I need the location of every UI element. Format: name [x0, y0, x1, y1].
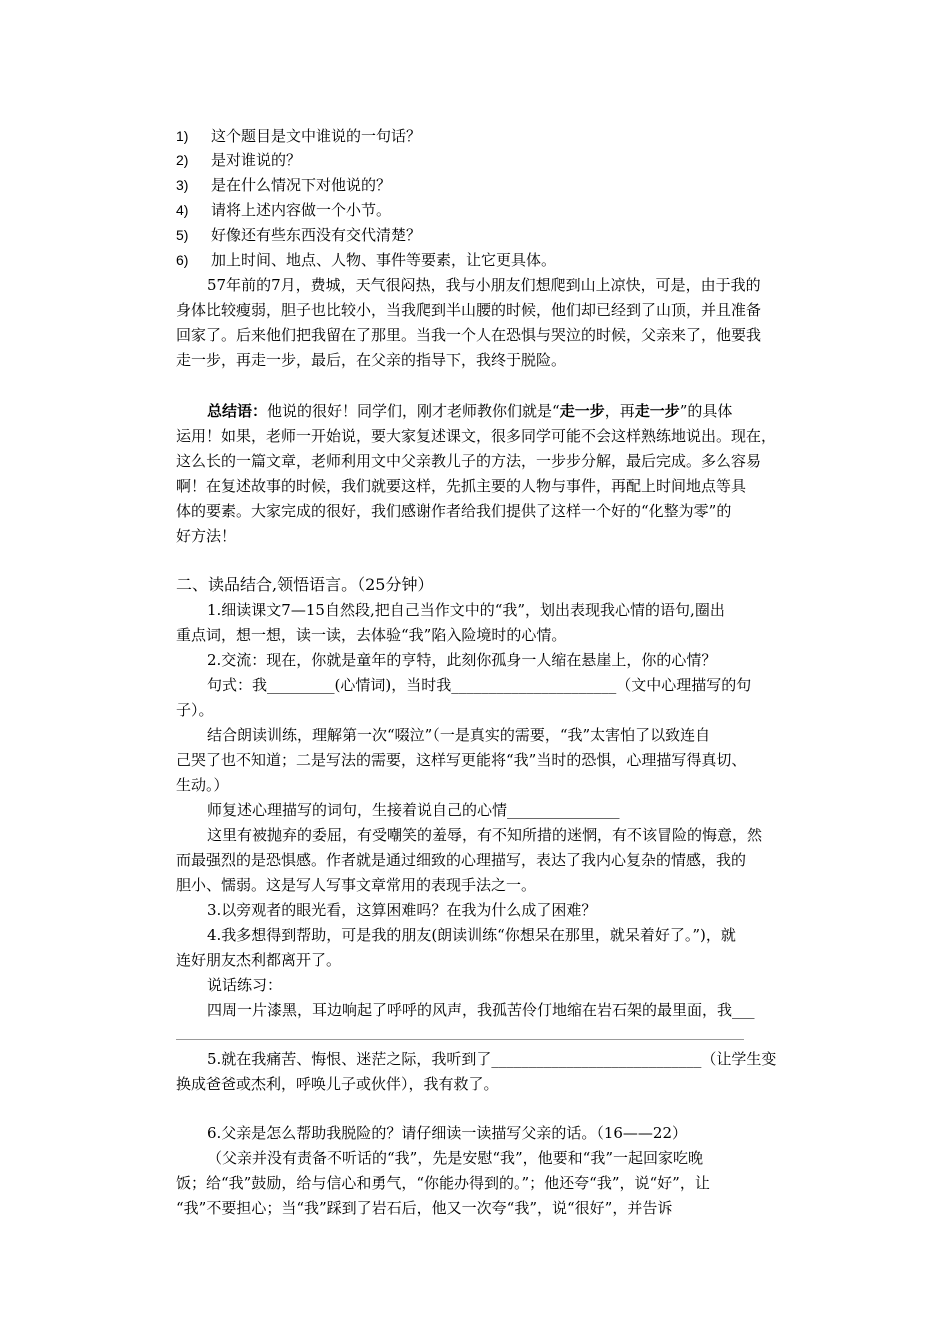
step-number: 1) [176, 128, 189, 144]
paragraph-line: 1.细读课文7—15自然段,把自己当作文中的“我”，划出表现我心情的语句,圈出 [207, 601, 725, 619]
paragraph-line: 这里有被抛弃的委屈，有受嘲笑的羞辱，有不知所措的迷惘，有不该冒险的悔意，然 [207, 826, 763, 844]
paragraph-line: 5.就在我痛苦、悔恨、迷茫之际，我听到了____________________________（让学生变 [207, 1050, 777, 1068]
summary-line: 体的要素。大家完成的很好，我们感谢作者给我们提供了这样一个好的“化整为零”的 [176, 502, 732, 520]
paragraph-line: 生动。） [176, 776, 229, 794]
paragraph-line: 而最强烈的是恐惧感。作者就是通过细致的心理描写，表达了我内心复杂的情感，我的 [176, 851, 747, 869]
step-number: 4) [176, 202, 189, 218]
step-text: 好像还有些东西没有交代清楚？ [211, 226, 422, 244]
summary-line: 啊！在复述故事的时候，我们就要这样，先抓主要的人物与事件，再配上时间地点等具 [176, 477, 747, 495]
paragraph-line: 师复述心理描写的词句，生接着说自己的心情_______________ [207, 801, 620, 819]
section-heading: 二、读品结合,领悟语言。（25分钟） [176, 575, 434, 594]
paragraph-line: 换成爸爸或杰利，呼唤儿子或伙伴），我有救了。 [176, 1075, 499, 1093]
step-number: 3) [176, 177, 189, 193]
step-number: 5) [176, 227, 189, 243]
paragraph-line: 重点词，想一想，读一读，去体验“我”陷入险境时的心情。 [176, 626, 567, 644]
story-line: 身体比较瘦弱，胆子也比较小，当我爬到半山腰的时候，他们却已经到了山顶，并且准备 [176, 301, 762, 319]
paragraph-line: 说话练习： [207, 976, 283, 994]
step-text: 请将上述内容做一个小节。 [211, 201, 392, 219]
step-number: 2) [176, 152, 189, 168]
paragraph-line: 饭；给“我”鼓励，给与信心和勇气，“你能办得到的。”；他还夸“我”，说“好”，让 [176, 1174, 710, 1192]
paragraph-line: 2.交流：现在，你就是童年的亨特，此刻你孤身一人缩在悬崖上，你的心情？ [207, 651, 717, 669]
summary-label: 总结语： [207, 402, 268, 420]
story-line: 回家了。后来他们把我留在了那里。当我一个人在恐惧与哭泣的时候，父亲来了，他要我 [176, 326, 762, 344]
step-text: 是对谁说的？ [211, 151, 302, 169]
step-item [176, 198, 391, 222]
step-item [176, 173, 391, 197]
paragraph-line: 句式：我_________(心情词)，当时我______________________（文中心理描写的句 [207, 676, 752, 694]
summary-line: 好方法！ [176, 527, 237, 545]
summary-intro: 他说的很好！同学们，刚才老师教你们就是“ [267, 402, 560, 420]
summary-line: 运用！如果，老师一开始说，要大家复述课文，很多同学可能不会这样熟练地说出。现在， [176, 427, 777, 445]
step-item [176, 148, 301, 172]
paragraph-line: “我”不要担心；当“我”踩到了岩石后，他又一次夸“我”，说“很好”，并告诉 [176, 1199, 673, 1217]
summary-line: 这么长的一篇文章，老师利用文中父亲教儿子的方法，一步步分解，最后完成。多么容易 [176, 452, 762, 470]
fill-in-blank-line [176, 1039, 744, 1040]
paragraph-line: 子）。 [176, 701, 214, 719]
step-text: 加上时间、地点、人物、事件等要素，让它更具体。 [211, 251, 557, 269]
step-text: 这个题目是文中谁说的一句话？ [211, 127, 422, 145]
step-text: 是在什么情况下对他说的？ [211, 176, 392, 194]
paragraph-line: 3.以旁观者的眼光看，这算困难吗？在我为什么成了困难？ [207, 901, 597, 919]
story-line: 走一步，再走一步，最后，在父亲的指导下，我终于脱险。 [176, 351, 567, 369]
paragraph-line: 己哭了也不知道；二是写法的需要，这样写更能将“我”当时的恐惧，心理描写得真切、 [176, 751, 747, 769]
paragraph-line: 四周一片漆黑，耳边响起了呼呼的风声，我孤苦伶仃地缩在岩石架的最里面，我___ [207, 1001, 755, 1019]
summary-mid: ，再 [604, 402, 635, 420]
summary-end: ”的具体 [679, 402, 733, 420]
paragraph-line: （父亲并没有责备不听话的“我”，先是安慰“我”，他要和“我”一起回家吃晚 [207, 1149, 704, 1167]
step-item [176, 124, 421, 148]
step-number: 6) [176, 252, 189, 268]
summary-bold: 走一步 [634, 402, 680, 420]
story-line: 57年前的7月，费城，天气很闷热，我与小朋友们想爬到山上凉快，可是，由于我的 [207, 276, 761, 294]
paragraph-line: 胆小、懦弱。这是写人写事文章常用的表现手法之一。 [176, 876, 537, 894]
step-item [176, 248, 556, 272]
summary-bold: 走一步 [559, 402, 605, 420]
paragraph-line: 结合朗读训练，理解第一次“啜泣”（一是真实的需要，“我”太害怕了以致连自 [207, 726, 711, 744]
step-item [176, 223, 421, 247]
paragraph-line: 连好朋友杰利都离开了。 [176, 951, 342, 969]
paragraph-line: 4.我多想得到帮助，可是我的朋友(朗读训练“你想呆在那里，就呆着好了。”)，就 [207, 926, 736, 944]
paragraph-line: 6.父亲是怎么帮助我脱险的？请仔细读一读描写父亲的话。（16——22） [207, 1124, 687, 1142]
summary-first-line [207, 399, 732, 423]
